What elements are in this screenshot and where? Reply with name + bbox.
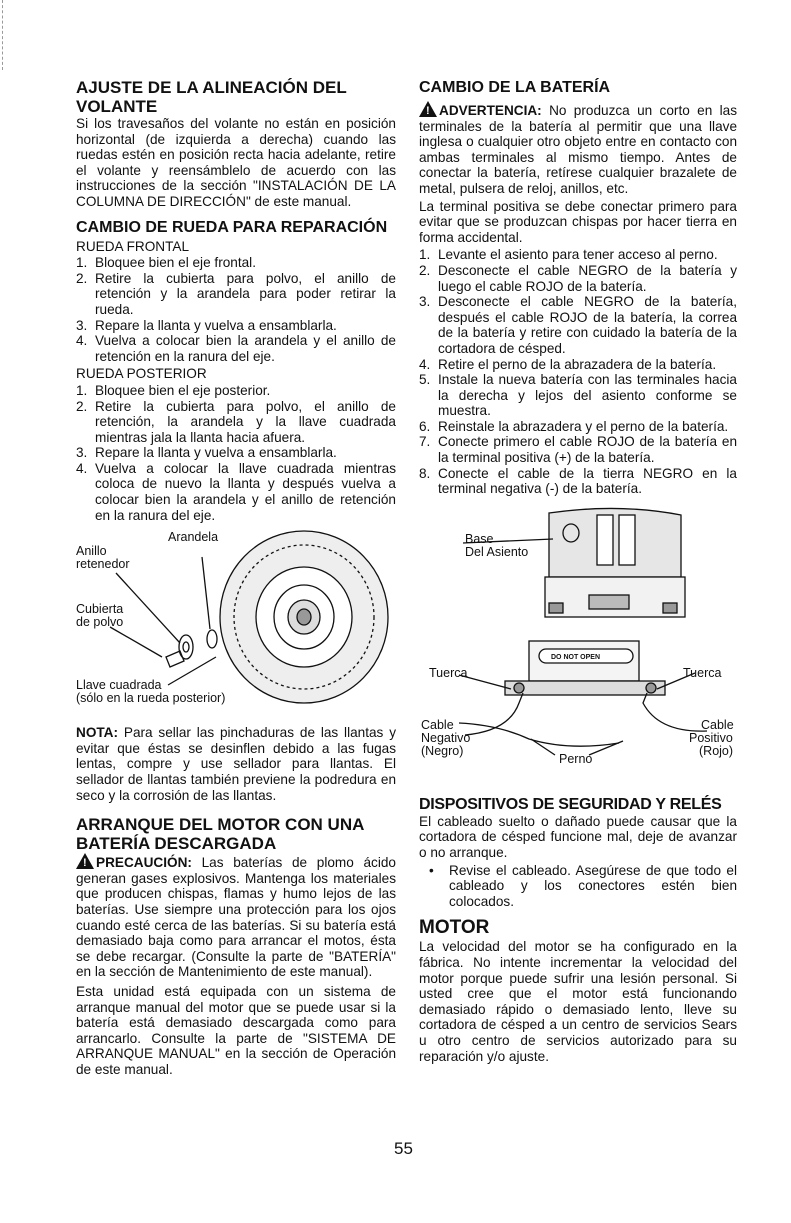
positivo-label: Positivo: [689, 730, 733, 745]
warning-triangle-icon: !: [76, 853, 94, 869]
volante-body: Si los travesaños del volante no están en posición horizontal (de izquierda a derecha) cuando las ruedas estén en posición recta hacia adelante, retire el volante y reensámblelo de acuerdo con las instrucciones de la sección "INSTALACIÓN DE LA COLUMNA DE DIRECCIÓN" de este manual.: [76, 116, 396, 209]
page-edge-mark: [2, 0, 4, 70]
bateria-body: La terminal positiva se debe conectar primero para evitar que se produzcan chispas por hacer tierra en forma accidental.: [419, 198, 737, 245]
page-number: 55: [394, 1139, 413, 1158]
list-item: 3. Desconecte el cable NEGRO de la batería, después el cable ROJO de la batería, la correa de la batería y retire con cuidado la batería de la cortadora de césped.: [419, 294, 737, 356]
cable-pos-label: Cable: [701, 717, 734, 732]
list-item: 4. Vuelva a colocar bien la arandela y el anillo de retención en la ranura del eje.: [76, 333, 396, 364]
list-item: 6. Reinstale la abrazadera y el perno de la batería.: [419, 418, 729, 434]
list-item: 1. Bloquee bien el eje posterior.: [76, 382, 271, 398]
arandela-label: Arandela: [168, 530, 219, 545]
list-item: 2. Desconecte el cable NEGRO de la batería y luego el cable ROJO de la batería.: [419, 262, 737, 294]
dispositivos-body: El cableado suelto o dañado puede causar que la cortadora de césped funcione mal, deje de avanzar o no arranque.: [419, 813, 737, 861]
cubierta-label: Cubierta: [76, 602, 124, 617]
battery-steps: [419, 247, 737, 497]
list-item: 4. Vuelva a colocar la llave cuadrada mientras coloca de nuevo la llanta y después vuelva a colocar bien la arandela y el anillo de retención en la ranura del eje.: [76, 460, 396, 523]
section-title-volante: AJUSTE DE LA ALINEACIÓN DEL VOLANTE: [76, 78, 347, 116]
list-item: 7. Conecte primero el cable ROJO de la batería en la terminal positiva (+) de la batería.: [419, 434, 737, 466]
rear-wheel-steps: [76, 383, 396, 523]
list-item: 2. Retire la cubierta para polvo, el anillo de retención, la arandela y la llave cuadrada mientras jala la llanta hacia afuera.: [76, 398, 396, 445]
rueda-posterior-label: RUEDA POSTERIOR: [76, 366, 207, 382]
retenedor-label: retenedor: [76, 557, 130, 572]
tuerca-right-label: Tuerca: [683, 665, 722, 680]
solo-posterior-label: (sólo en la rueda posterior): [76, 691, 226, 706]
list-item: 5. Instale la nueva batería con las terminales hacia la derecha y lejos del asiento conforme se muestra.: [419, 372, 737, 419]
list-item: 2. Retire la cubierta para polvo, el anillo de retención y la arandela para poder retirar la rueda.: [76, 270, 396, 317]
section-title-dispositivos: DISPOSITIVOS DE SEGURIDAD Y RELÉS: [419, 795, 722, 813]
list-item: 1. Levante el asiento para tener acceso al perno.: [419, 247, 718, 263]
negativo-label: Negativo: [421, 730, 471, 745]
section-title-rueda: CAMBIO DE RUEDA PARA REPARACIÓN: [76, 218, 388, 236]
left-column: [76, 78, 396, 1078]
rojo-label: (Rojo): [699, 743, 734, 758]
caution-paragraph: [76, 853, 396, 980]
do-not-open-label: DO NOT OPEN: [551, 653, 601, 661]
base-label: Base: [465, 531, 494, 546]
list-item: 8. Conecte el cable de la tierra NEGRO en la terminal negativa (-) de la batería.: [419, 465, 737, 497]
rueda-frontal-label: RUEDA FRONTAL: [76, 238, 190, 254]
warning-text: No produzca un corto en las terminales de la batería al permitir que una llave inglesa o cualquier otro objeto entre en contacto con ambas terminales al mismo tiempo. Antes de conectar la batería, retírese cualquier brazalete de metal, pulsera de reloj, anillos, etc.: [419, 103, 737, 196]
warning-triangle-icon: !: [419, 101, 437, 117]
arranque-body: Esta unidad está equipada con un sistema de arranque manual del motor que se puede usar si la batería está demasiado descargada como para arrancarlo. Consulte la parte de "SISTEMA DE ARRANQUE MANUAL" en la sección de Operación de este manual.: [76, 983, 396, 1077]
perno-label: Perno: [559, 751, 593, 766]
section-title-motor: MOTOR: [419, 917, 490, 939]
list-item: 3. Repare la llanta y vuelva a ensamblarla.: [76, 317, 337, 333]
list-item: • Revise el cableado. Asegúrese de que todo el cableado y los conectores estén bien colocados.: [429, 862, 737, 909]
anillo-label: Anillo: [76, 544, 107, 559]
front-wheel-steps: [76, 255, 396, 364]
nota-text: Para sellar las pinchaduras de las llantas y evitar que éstas se desinflen debido a las fugas lentas, compre y use sellador para llantas. El sellador de llantas también previene la podredura en seco y la corrosión de las llantas.: [76, 725, 396, 803]
list-item: 3. Repare la llanta y vuelva a ensamblarla.: [76, 445, 337, 461]
llave-label: Llave cuadrada: [76, 678, 162, 693]
cable-neg-label: Cable: [421, 717, 454, 732]
motor-body: La velocidad del motor se ha configurado en la fábrica. No intente incrementar la velocidad del motor porque puede sufrir una lesión personal. Si usted cree que el motor está funcionando demasiado rápido o demasiado lento, lleve su cortadora de césped a un centro de servicios Sears u otro centro de servicios autorizado para su reparación y/o ajuste.: [419, 939, 737, 1064]
tuerca-left-label: Tuerca: [429, 665, 468, 680]
de-polvo-label: de polvo: [76, 615, 124, 630]
nota-label: NOTA:: [76, 725, 119, 741]
battery-diagram: [419, 503, 737, 793]
list-item: 4. Retire el perno de la abrazadera de la batería.: [419, 356, 717, 372]
negro-label: (Negro): [421, 743, 464, 758]
section-title-bateria: CAMBIO DE LA BATERÍA: [419, 79, 611, 96]
warning-label: ADVERTENCIA:: [439, 103, 542, 118]
warning-paragraph: [419, 101, 737, 197]
list-item: 1. Bloquee bien el eje frontal.: [76, 255, 256, 271]
del-asiento-label: Del Asiento: [465, 544, 529, 559]
nota-paragraph: [76, 725, 396, 803]
caution-label: PRECAUCIÓN:: [96, 855, 192, 871]
section-title-arranque: ARRANQUE DEL MOTOR CON UNA BATERÍA DESCARGADA: [76, 815, 364, 854]
caution-text: Las baterías de plomo ácido generan gases explosivos. Mantenga los materiales que producen chispas, flamas y humo lejos de las baterías. Use siempre una protección para los ojos cuando esté cerca de las baterías. Si su batería está demasiado baja como para arrancar el motos, ésta se debe recargar. (Consulte la parte de "BATERÍA" en la sección de Mantenimiento de este manual).: [76, 855, 396, 980]
wheel-diagram: [76, 529, 396, 725]
right-column: [419, 78, 737, 1064]
